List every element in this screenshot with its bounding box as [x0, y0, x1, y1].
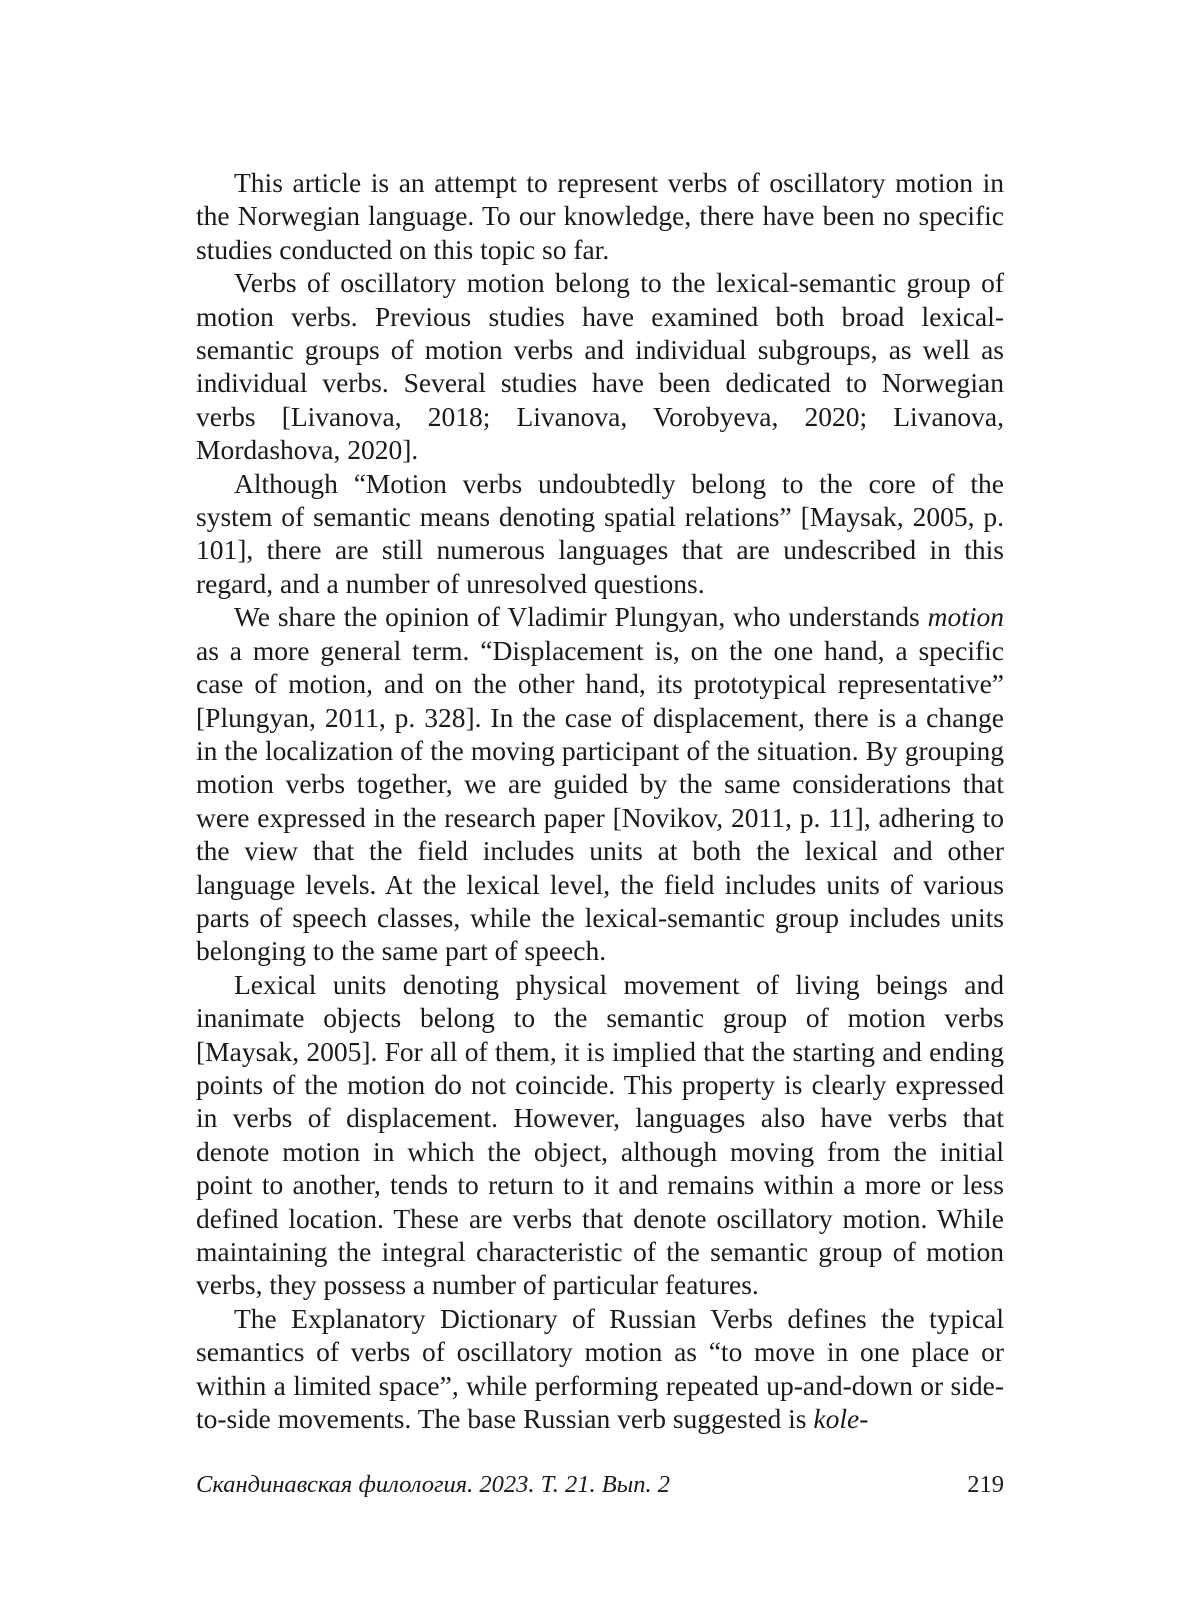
paragraph-text: as a more general term. “Displacement is, on the one hand, a specific case of motion, and on the other hand, its prototypical representative” [Plungyan, 2011, p. 328]. In the case of displacement, there is a change in the localization of the moving participant of the situation. By grouping motion verbs together, we are guided by the same considerations that were expressed in the research paper [Novikov, 2011, p. 11], adhering to the view that the field includes units at both the lexical and other language levels. At the lexical level, the field includes units of various parts of speech classes, while the lexical-semantic group includes units belonging to the same part of speech.: [196, 634, 1004, 967]
paragraph-text: We share the opinion of Vladimir Plungyan, who understands: [234, 601, 928, 633]
italic-term: motion: [927, 601, 1004, 633]
paragraph-text: Lexical units denoting physical movement of living beings and inanimate objects belong to the semantic group of motion verbs [Maysak, 2005]. For all of them, it is implied that the starting and ending points of the motion do not coincide. This property is clearly expressed in verbs of displacement. However, languages also have verbs that denote motion in which the object, although moving from the initial point to another, tends to return to it and remains within a more or less defined location. These are verbs that denote oscillatory motion. While maintaining the integral characteristic of the semantic group of motion verbs, they possess a number of particular features.: [196, 968, 1004, 1301]
paragraph-lexical-group: [196, 266, 1004, 466]
paragraph-text: Verbs of oscillatory motion belong to the lexical-semantic group of motion verbs. Previous studies have examined both broad lexical-semantic groups of motion verbs and individual subgroups, as well as individual verbs. Several studies have been dedicated to Norwegian verbs [Livanova, 2018; Livanova, Vorobyeva, 2020; Livanova, Mordashova, 2020].: [196, 267, 1004, 466]
journal-citation: Скандинавская филология. 2023. Т. 21. Вып. 2: [196, 1471, 671, 1498]
paragraph-intro: [196, 166, 1004, 266]
page-footer: [196, 1470, 1004, 1500]
paragraph-text: This article is an attempt to represent verbs of oscillatory motion in the Norwegian language. To our knowledge, there have been no specific studies conducted on this topic so far.: [196, 167, 1004, 265]
paragraph-lexical-units: [196, 968, 1004, 1302]
paragraph-plungyan: [196, 600, 1004, 967]
page-number: 219: [967, 1471, 1004, 1498]
paragraph-text: The Explanatory Dictionary of Russian Verbs defines the typical semantics of verbs of oscillatory motion as “to move in one place or within a limited space”, while performing repeated up-and-down or side-to-side movements. The base Russian verb suggested is: [196, 1302, 1004, 1435]
body-text: [196, 166, 1004, 1435]
paragraph-maysak-quote: [196, 467, 1004, 601]
italic-term: kole-: [813, 1403, 869, 1435]
paragraph-text: Although “Motion verbs undoubtedly belong to the core of the system of semantic means denoting spatial relations” [Maysak, 2005, p. 101], there are still numerous languages that are undescribed in this regard, and a number of unresolved questions.: [196, 467, 1004, 599]
paragraph-dictionary: [196, 1302, 1004, 1436]
